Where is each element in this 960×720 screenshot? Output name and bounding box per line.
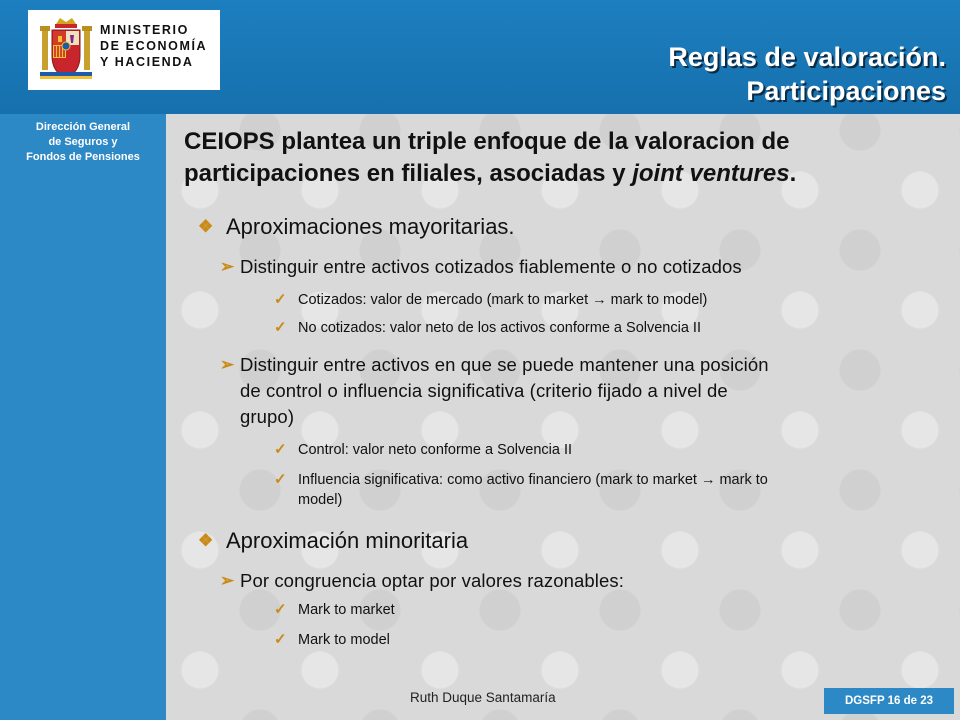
item-text: Cotizados: valor de mercado (mark to market → mark to model) [298,292,708,308]
ministry-name [100,22,207,70]
item-text-line-1: Influencia significativa: como activo financiero (mark to market → mark to [298,472,768,488]
check-bullet-icon: ✓ [274,601,287,618]
section-1-title-text: Aproximaciones mayoritarias. [226,214,515,239]
section-1-point-2-item-2 [274,470,934,510]
ministry-line-2: DE ECONOMÍA [100,39,208,53]
section-1-point-2-line-3: grupo) [240,406,295,427]
check-bullet-icon: ✓ [274,471,287,488]
arrow-bullet-icon: ➢ [220,257,235,276]
intro-line-2-prefix: participaciones en filiales, asociadas y [184,160,633,187]
intro-line-2 [184,158,954,190]
intro-heading [184,126,954,190]
arrow-bullet-icon: ➢ [220,355,235,374]
section-1-point-1-text: Distinguir entre activos cotizados fiablemente o no cotizados [240,256,742,277]
arrow-bullet-icon: ➢ [220,571,235,590]
section-1-point-2-text [240,352,960,430]
section-1-point-2 [220,352,945,430]
page-label: DGSFP 16 de 23 [845,695,933,707]
header-bar [0,0,960,114]
slide-title [426,40,946,108]
footer-page-number [824,688,954,714]
slide-title-line-1: Reglas de valoración. [668,42,946,72]
item-text-line-2: model) [298,492,343,508]
directorate-line-1: Dirección General [35,121,131,133]
check-bullet-icon: ✓ [274,319,287,336]
ministry-line-1: MINISTERIO [100,23,189,37]
directorate-line-3: Fondos de Pensiones [26,151,140,163]
intro-line-2-italic: joint ventures [632,160,790,187]
check-bullet-icon: ✓ [274,631,287,648]
intro-line-2-suffix: . [789,160,797,187]
section-2-title-text: Aproximación minoritaria [226,528,469,553]
item-text: No cotizados: valor neto de los activos conforme a Solvencia II [298,320,701,336]
item-text: Mark to model [298,632,390,648]
ministry-line-3: Y HACIENDA [100,55,194,69]
coat-of-arms-icon [38,16,94,84]
section-1-point-2-line-2: de control o influencia significativa (criterio fijado a nivel de [240,380,728,401]
footer-author: Ruth Duque Santamaría [410,690,556,705]
directorate-line-2: de Seguros y [48,136,118,148]
diamond-bullet-icon: ❖ [198,217,214,236]
intro-line-1: CEIOPS plantea un triple enfoque de la valoracion de [184,128,790,155]
check-bullet-icon: ✓ [274,291,287,308]
directorate-name [0,120,166,165]
section-2-point-1-text: Por congruencia optar por valores razonables: [240,570,624,591]
diamond-bullet-icon: ❖ [198,531,214,550]
slide-title-line-2: Participaciones [746,76,946,106]
item-text: Mark to market [298,602,395,618]
ministry-logo [28,10,220,90]
item-text: Control: valor neto conforme a Solvencia II [298,442,573,458]
sidebar [0,114,166,720]
check-bullet-icon: ✓ [274,441,287,458]
section-1-point-2-line-1: Distinguir entre activos en que se puede mantener una posición [240,354,769,375]
item-text [298,470,938,510]
